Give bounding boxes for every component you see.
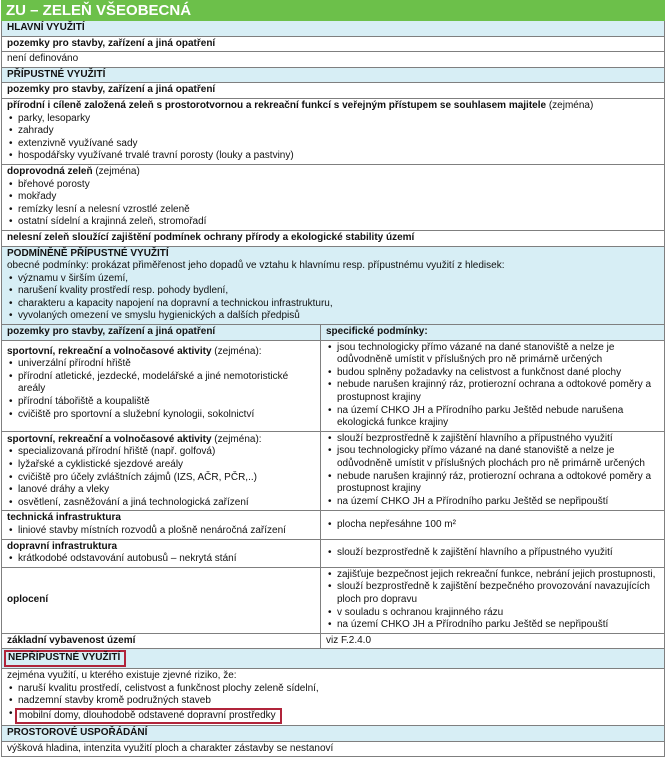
row-right [321,540,664,567]
list-item: • nebude narušen krajinný ráz, protierozní ochrana a odtokové poměry a prostupnost krajiny [326,471,659,496]
list-item: • zajišťuje bezpečnost jejich rekreační funkce, nebrání jejich prostupnosti, [326,569,659,582]
list-item: • jsou technologicky přímo vázané na dané stanoviště a nelze je odůvodněně umístit v příslušných pro ně primárně určených [326,342,659,367]
list-item: • osvětlení, zasněžování a jiná technologická zařízení [7,497,315,510]
list-item: • mokřady [7,191,659,204]
list-item: • na území CHKO JH a Přírodního parku Ještěd se nepřipouští [326,496,659,509]
section-header-prostorove: PROSTOROVÉ USPOŘÁDÁNÍ [1,726,665,742]
hlavni-value: není definováno [1,52,665,68]
list-item: • liniové stavby místních rozvodů a plošně nenáročná zařízení [7,525,315,538]
list-item: • nebude narušen krajinný ráz, protierozní ochrana a odtokové poměry a prostupnost krajiny [326,379,659,404]
table-row [1,511,665,539]
group-2-title [7,166,659,179]
row-left [2,432,321,511]
row-right-list [326,547,613,560]
row-right [321,568,664,633]
podminene-intro: obecné podmínky: prokázat přiměřenost jeho dopadů ve vztahu k hlavnímu resp. přípustnému využití z hledisek: [7,260,505,272]
row-left-list [7,358,315,421]
vybavenost-right: viz F.2.4.0 [326,634,372,646]
row-left-title [7,512,315,525]
row-left [2,511,321,538]
col-right-header: specifické podmínky: [326,326,428,338]
section-header-podminene: PODMÍNĚNĚ PŘÍPUSTNÉ VYUŽITÍ [7,247,169,259]
table-row [1,540,665,568]
row-left-title-rest: (zejména): [211,345,262,357]
list-item: • narušení kvality prostředí resp. pohody bydlení, [7,285,659,298]
pripustne-subheader: pozemky pro stavby, zařízení a jiná opatření [1,83,665,99]
section-header-nepripustne-row [1,649,665,669]
list-item: • přírodní atletické, jezdecké, modelářské a jiné nemotoristické areály [7,371,315,396]
pripustne-group-3: nelesní zeleň sloužící zajištění podmínek ochrany přírody a ekologické stability území [1,231,665,247]
list-item: • univerzální přírodní hřiště [7,358,315,371]
list-item: • v souladu s ochranou krajinného rázu [326,607,659,620]
list-item: • cvičiště pro sportovní a služební kynologii, sokolnictví [7,409,315,422]
list-item: • budou splněny požadavky na celistvost a funkčnost dané plochy [326,367,659,380]
list-item: • specializovaná přírodní hřiště (např. golfová) [7,446,315,459]
row-right [321,432,664,511]
list-item highlighted-item [7,708,659,725]
pripustne-group-2 [1,165,665,231]
row-left-title-rest: (zejména): [211,433,262,445]
group-2-title-bold: doprovodná zeleň [7,165,93,177]
list-item: • břehové porosty [7,179,659,192]
list-item: • krátkodobé odstavování autobusů – nekrytá stání [7,553,315,566]
nepripustne-list [7,683,659,725]
prostorove-value: výšková hladina, intenzita využití ploch a charakter zástavby se nestanoví [1,742,665,758]
page-title: ZU – ZELEŇ VŠEOBECNÁ [1,0,665,21]
list-item: • slouží bezprostředně k zajištění bezpečného provozování navazujících ploch pro dopravu [326,581,659,606]
list-item: • jsou technologicky přímo vázané na dané stanoviště a nelze je odůvodněně umístit v příslušných plochách pro ně primárně určených [326,445,659,470]
nepripustne-intro: zejména využití, u kterého existuje zjevné riziko, že: [7,669,237,681]
regulation-table [1,0,665,757]
table-row [1,568,665,634]
row-left-title [7,434,315,447]
list-item: • vyvolaných omezení ve smyslu hygienických a dalších předpisů [7,310,659,323]
group-2-list [7,179,659,229]
pripustne-group-1 [1,99,665,165]
list-item: • charakteru a kapacity napojení na dopravní a technickou infrastrukturu, [7,298,659,311]
group-1-list [7,113,659,163]
list-item: • zahrady [7,125,659,138]
table-row-vybavenost [1,634,665,650]
row-left [2,568,321,633]
row-left [2,540,321,567]
list-item: • cvičiště pro účely zvláštních zájmů (IZS, AČR, PČR,..) [7,472,315,485]
section-podminene [1,247,665,326]
row-left-title-bold: sportovní, rekreační a volnočasové aktivity [7,433,212,445]
list-item: • naruší kvalitu prostředí, celistvost a funkčnost plochy zeleně sídelní, [7,683,659,696]
list-item: • lyžařské a cyklistické sjezdové areály [7,459,315,472]
list-item: • lanové dráhy a vleky [7,484,315,497]
list-item: • přírodní tábořiště a koupaliště [7,396,315,409]
group-1-title-rest: (zejména) [546,99,594,111]
nepripustne-body [1,669,665,726]
list-item: • významu v širším území, [7,273,659,286]
table-row [1,432,665,512]
row-left-list [7,446,315,509]
list-item: • ostatní sídelní a krajinná zeleň, stromořadí [7,216,659,229]
row-right [321,511,664,538]
row-left-title [7,541,315,554]
list-item: • hospodářsky využívané trvalé travní porosty (louky a pastviny) [7,150,659,163]
row-left [2,341,321,431]
row-left-title [7,346,315,359]
section-header-pripustne: PŘÍPUSTNÉ VYUŽITÍ [1,68,665,84]
row-left-list [7,525,315,538]
list-item: • parky, lesoparky [7,113,659,126]
section-header-hlavni: HLAVNÍ VYUŽITÍ [1,21,665,37]
row-left-title-bold: sportovní, rekreační a volnočasové aktivity [7,345,212,357]
list-item: • nadzemní stavby kromě podružných staveb [7,695,659,708]
group-1-title-bold: přírodní i cíleně založená zeleň s prostorotvornou a rekreační funkcí s veřejným přístupem se souhlasem majitele [7,99,547,111]
list-item: • slouží bezprostředně k zajištění hlavního a přípustného využití [326,433,659,446]
list-item: • plocha nepřesáhne 100 m² [326,519,456,532]
list-item: • slouží bezprostředně k zajištění hlavního a přípustného využití [326,547,613,560]
table-row [1,341,665,432]
group-1-title [7,100,659,113]
list-item: • na území CHKO JH a Přírodního parku Ještěd nebude narušena ekologická funkce krajiny [326,405,659,430]
section-header-nepripustne: NEPŘÍPUSTNÉ VYUŽITÍ [4,650,126,667]
row-left-title-bold: technická infrastruktura [7,512,121,524]
list-item: • na území CHKO JH a Přírodního parku Ještěd se nepřipouští [326,619,659,632]
vybavenost-left: základní vybavenost území [2,634,321,649]
row-right-list [326,433,659,509]
podminene-column-headers [1,325,665,341]
col-left-header: pozemky pro stavby, zařízení a jiná opatření [2,325,321,340]
row-right-list [326,519,456,532]
hlavni-subheader: pozemky pro stavby, zařízení a jiná opatření [1,37,665,53]
row-right-list [326,569,659,632]
list-item: • extenzivně využívané sady [7,138,659,151]
group-2-title-rest: (zejména) [92,165,140,177]
row-left-list [7,553,315,566]
highlighted-item-text: mobilní domy, dlouhodobě odstavené dopravní prostředky [15,708,282,725]
row-left-title-bold: dopravní infrastruktura [7,540,118,552]
row-right-list [326,342,659,430]
row-left-title-bold: oplocení [7,593,49,605]
podminene-general-list [7,273,659,323]
row-right [321,341,664,431]
list-item: • remízky lesní a nelesní vzrostlé zeleně [7,204,659,217]
